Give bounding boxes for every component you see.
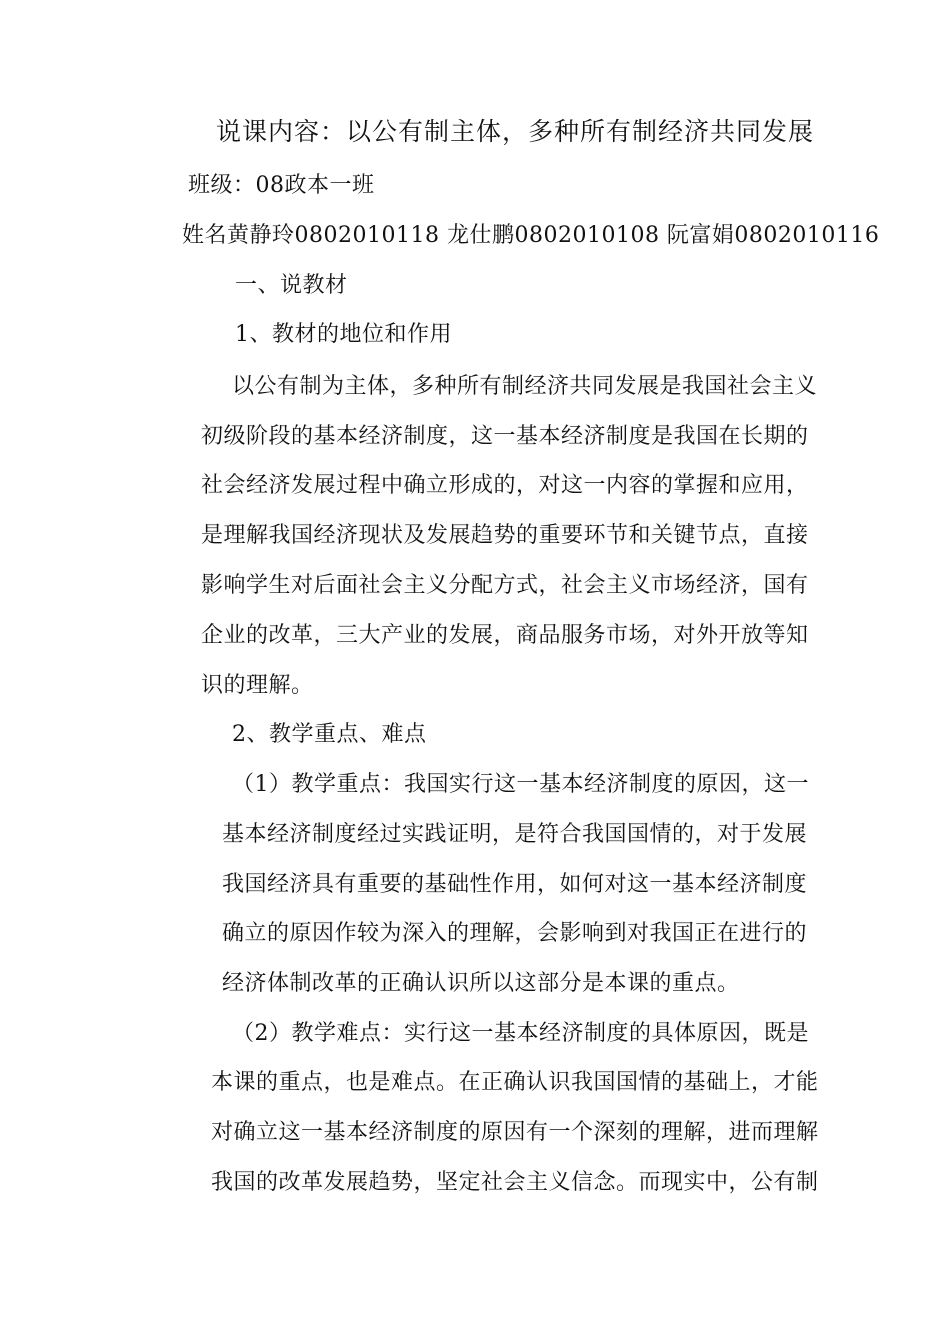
- document-title: 说课内容：以公有制主体，多种所有制经济共同发展: [216, 117, 815, 146]
- paragraph-line: 初级阶段的基本经济制度，这一基本经济制度是我国在长期的: [201, 424, 809, 449]
- paragraph-line: 经济体制改革的正确认识所以这部分是本课的重点。: [222, 971, 740, 996]
- paragraph-line: 确立的原因作较为深入的理解，会影响到对我国正在进行的: [222, 921, 808, 946]
- paragraph-line: （1）教学重点：我国实行这一基本经济制度的原因，这一: [232, 772, 809, 797]
- paragraph-line: 对确立这一基本经济制度的原因有一个深刻的理解，进而理解: [211, 1120, 819, 1145]
- names-line: 姓名黄静玲0802010118 龙仕鹏0802010108 阮富娟0802010116: [182, 223, 880, 248]
- subsection-heading: 1、教材的地位和作用: [235, 322, 452, 347]
- paragraph-line: 社会经济发展过程中确立形成的，对这一内容的掌握和应用，: [201, 473, 809, 498]
- paragraph-line: 我国的改革发展趋势，坚定社会主义信念。而现实中，公有制: [211, 1170, 819, 1195]
- paragraph-line: 我国经济具有重要的基础性作用，如何对这一基本经济制度: [222, 872, 808, 897]
- paragraph-line: 以公有制为主体，多种所有制经济共同发展是我国社会主义: [232, 374, 818, 399]
- class-line: 班级：08政本一班: [188, 173, 375, 198]
- paragraph-line: 影响学生对后面社会主义分配方式，社会主义市场经济，国有: [201, 573, 809, 598]
- subsection-heading: 2、教学重点、难点: [232, 722, 427, 747]
- paragraph-line: 是理解我国经济现状及发展趋势的重要环节和关键节点，直接: [201, 523, 809, 548]
- paragraph-line: （2）教学难点：实行这一基本经济制度的具体原因，既是: [232, 1021, 809, 1046]
- paragraph-line: 企业的改革，三大产业的发展，商品服务市场，对外开放等知: [201, 623, 809, 648]
- paragraph-line: 本课的重点，也是难点。在正确认识我国国情的基础上，才能: [211, 1070, 819, 1095]
- paragraph-line: 识的理解。: [201, 673, 314, 698]
- paragraph-line: 基本经济制度经过实践证明，是符合我国国情的，对于发展: [222, 822, 808, 847]
- section-heading: 一、说教材: [235, 273, 348, 298]
